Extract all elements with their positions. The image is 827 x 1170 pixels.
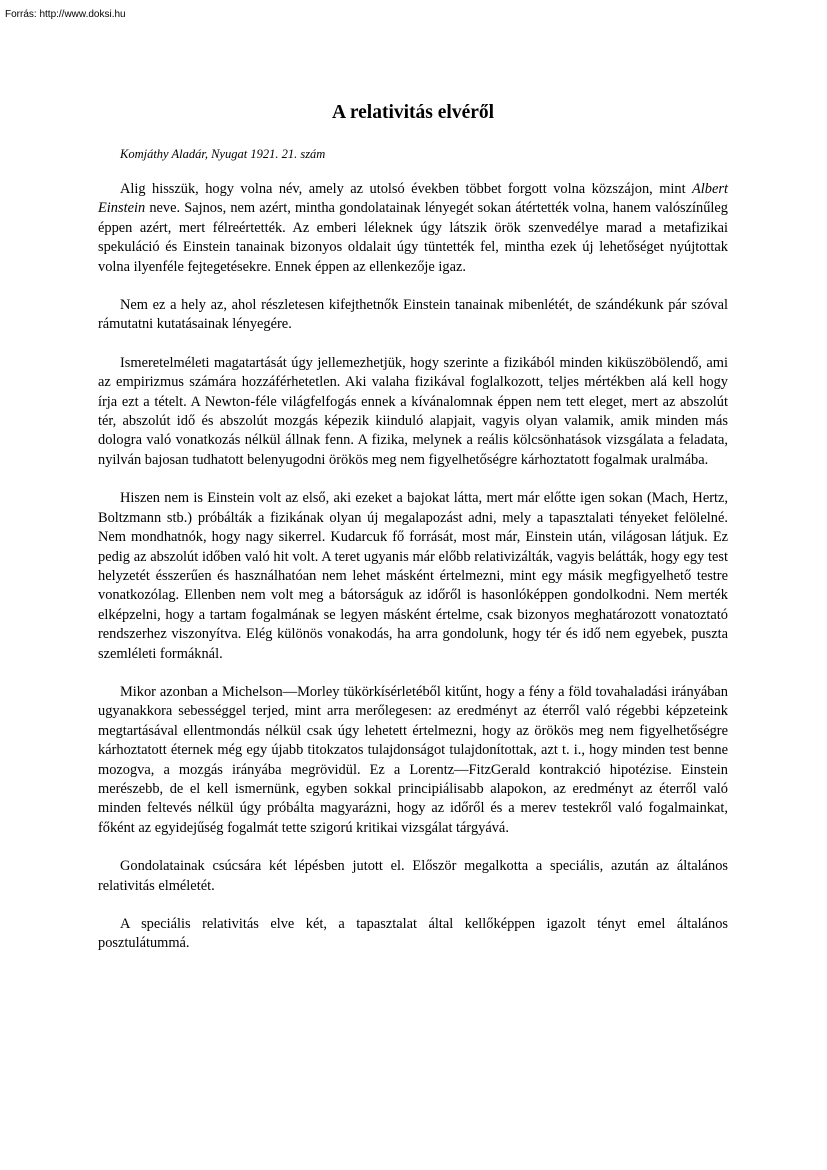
paragraph-5: Mikor azonban a Michelson—Morley tükörkísérletéből kitűnt, hogy a fény a föld tovahaladási irányában ugyanakkora sebességgel terjed, mint arra merőlegesen: az eredményt az éterről való régebbi képzeteink megtartásával ellentmondás nélkül csak úgy lehetett értelmezni, hogy az örökös meg nem figyelhetőségre kárhoztatott éternek még egy újabb titokzatos tulajdonságot tulajdonítottak, azt t. i., hogy minden test benne mozogva, a mozgás irányába megrövidül. Ez a Lorentz—FitzGerald kontrakció hipotézise. Einstein merészebb, de el kell ismernünk, egyben sokkal principiálisabb alapokon, az eredményt az éterről való minden feltevés nélkül úgy próbálta magyarázni, hogy az időről és a merev testekről való fogalmainkat, főként az egyidejűség fogalmát tette szigorú kritikai vizsgálat tárgyává. bbox=[98, 683, 728, 836]
byline: Komjáthy Aladár, Nyugat 1921. 21. szám bbox=[120, 147, 326, 161]
document-page bbox=[98, 100, 728, 954]
paragraph-4: Hiszen nem is Einstein volt az első, aki ezeket a bajokat látta, mert már előtte igen sokan (Mach, Hertz, Boltzmann stb.) próbálták a fizikának olyan új megalapozást adni, mely a tapasztalati tényeket felölelné. Nem mondhatnók, hogy nagy sikerrel. Kudarcuk fő forrását, most már, Einstein után, világosan látjuk. Ez pedig az abszolút időben való hit volt. A teret ugyanis már előbb relativizálták, vagyis belátták, hogy egy test helyzetét ésszerűen és használhatóan nem lehet másként értelmezni, mint egy másik megfigyelhető testre vonatkozólag. Ellenben nem volt meg a bátorságuk az időről is hasonlóképpen gondolkodni. Nem merték elképzelni, hogy a tartam fogalmának se legyen másként értelme, csak bizonyos meghatározott vonatoztató rendszerhez viszonyítva. Elég különös vonakodás, ha arra gondolunk, hogy tér és idő nem egyebek, puszta szemléleti formáknál. bbox=[98, 490, 728, 662]
paragraph-1-text-b: neve. Sajnos, nem azért, mintha gondolatainak lényegét sokan átértették volna, hanem valószínűleg éppen azért, mert félreértették. Az emberi léleknek úgy látszik örök szenvedélye marad a metafizikai spekuláció és Einstein tanainak bizonyos oldalait úgy tüntették fel, mintha ezek új lehetőséget nyújtottak volna ilyenféle fejtegetésekre. Ennek éppen az ellenkezője igaz. bbox=[98, 200, 728, 275]
paragraph-3: Ismeretelméleti magatartását úgy jellemezhetjük, hogy szerinte a fizikából minden kiküszöbölendő, ami az empirizmus számára hozzáférhetetlen. Aki valaha fizikával foglalkozott, teljes mértékben alá kell hogy írja ezt a tételt. A Newton-féle világfelfogás ennek a kívánalomnak éppen nem tett eleget, mert az abszolút tér, abszolút idő és abszolút mozgás képezik kiinduló alapjait, vagyis olyan valamik, amik minden más dologra való vonatkozás nélkül állnak fenn. A fizika, melynek a reális kölcsönhatások vizsgálata a feladata, nyilván bajosan tudhatott belenyugodni örökös meg nem figyelhetőségre kárhoztatott fogalmak uralmába. bbox=[98, 354, 728, 468]
paragraph-1-text-a: Alig hisszük, hogy volna név, amely az utolsó években többet forgott volna közszájon, mint bbox=[120, 181, 693, 197]
paragraph-2: Nem ez a hely az, ahol részletesen kifejthetnők Einstein tanainak mibenlétét, de szándékunk pár szóval rámutatni kutatásainak lényegére. bbox=[98, 297, 728, 333]
page-title: A relativitás elvéről bbox=[331, 102, 495, 123]
paragraph-7: A speciális relativitás elve két, a tapasztalat által kellőképpen igazolt tényt emel általános posztulátummá. bbox=[98, 916, 728, 952]
person-name: Albert Einstein bbox=[98, 181, 728, 217]
paragraph-1 bbox=[98, 180, 728, 277]
paragraph-6: Gondolatainak csúcsára két lépésben jutott el. Először megalkotta a speciális, azután az általános relativitás elméletét. bbox=[98, 858, 728, 894]
source-label: Forrás: http://www.doksi.hu bbox=[5, 9, 126, 20]
